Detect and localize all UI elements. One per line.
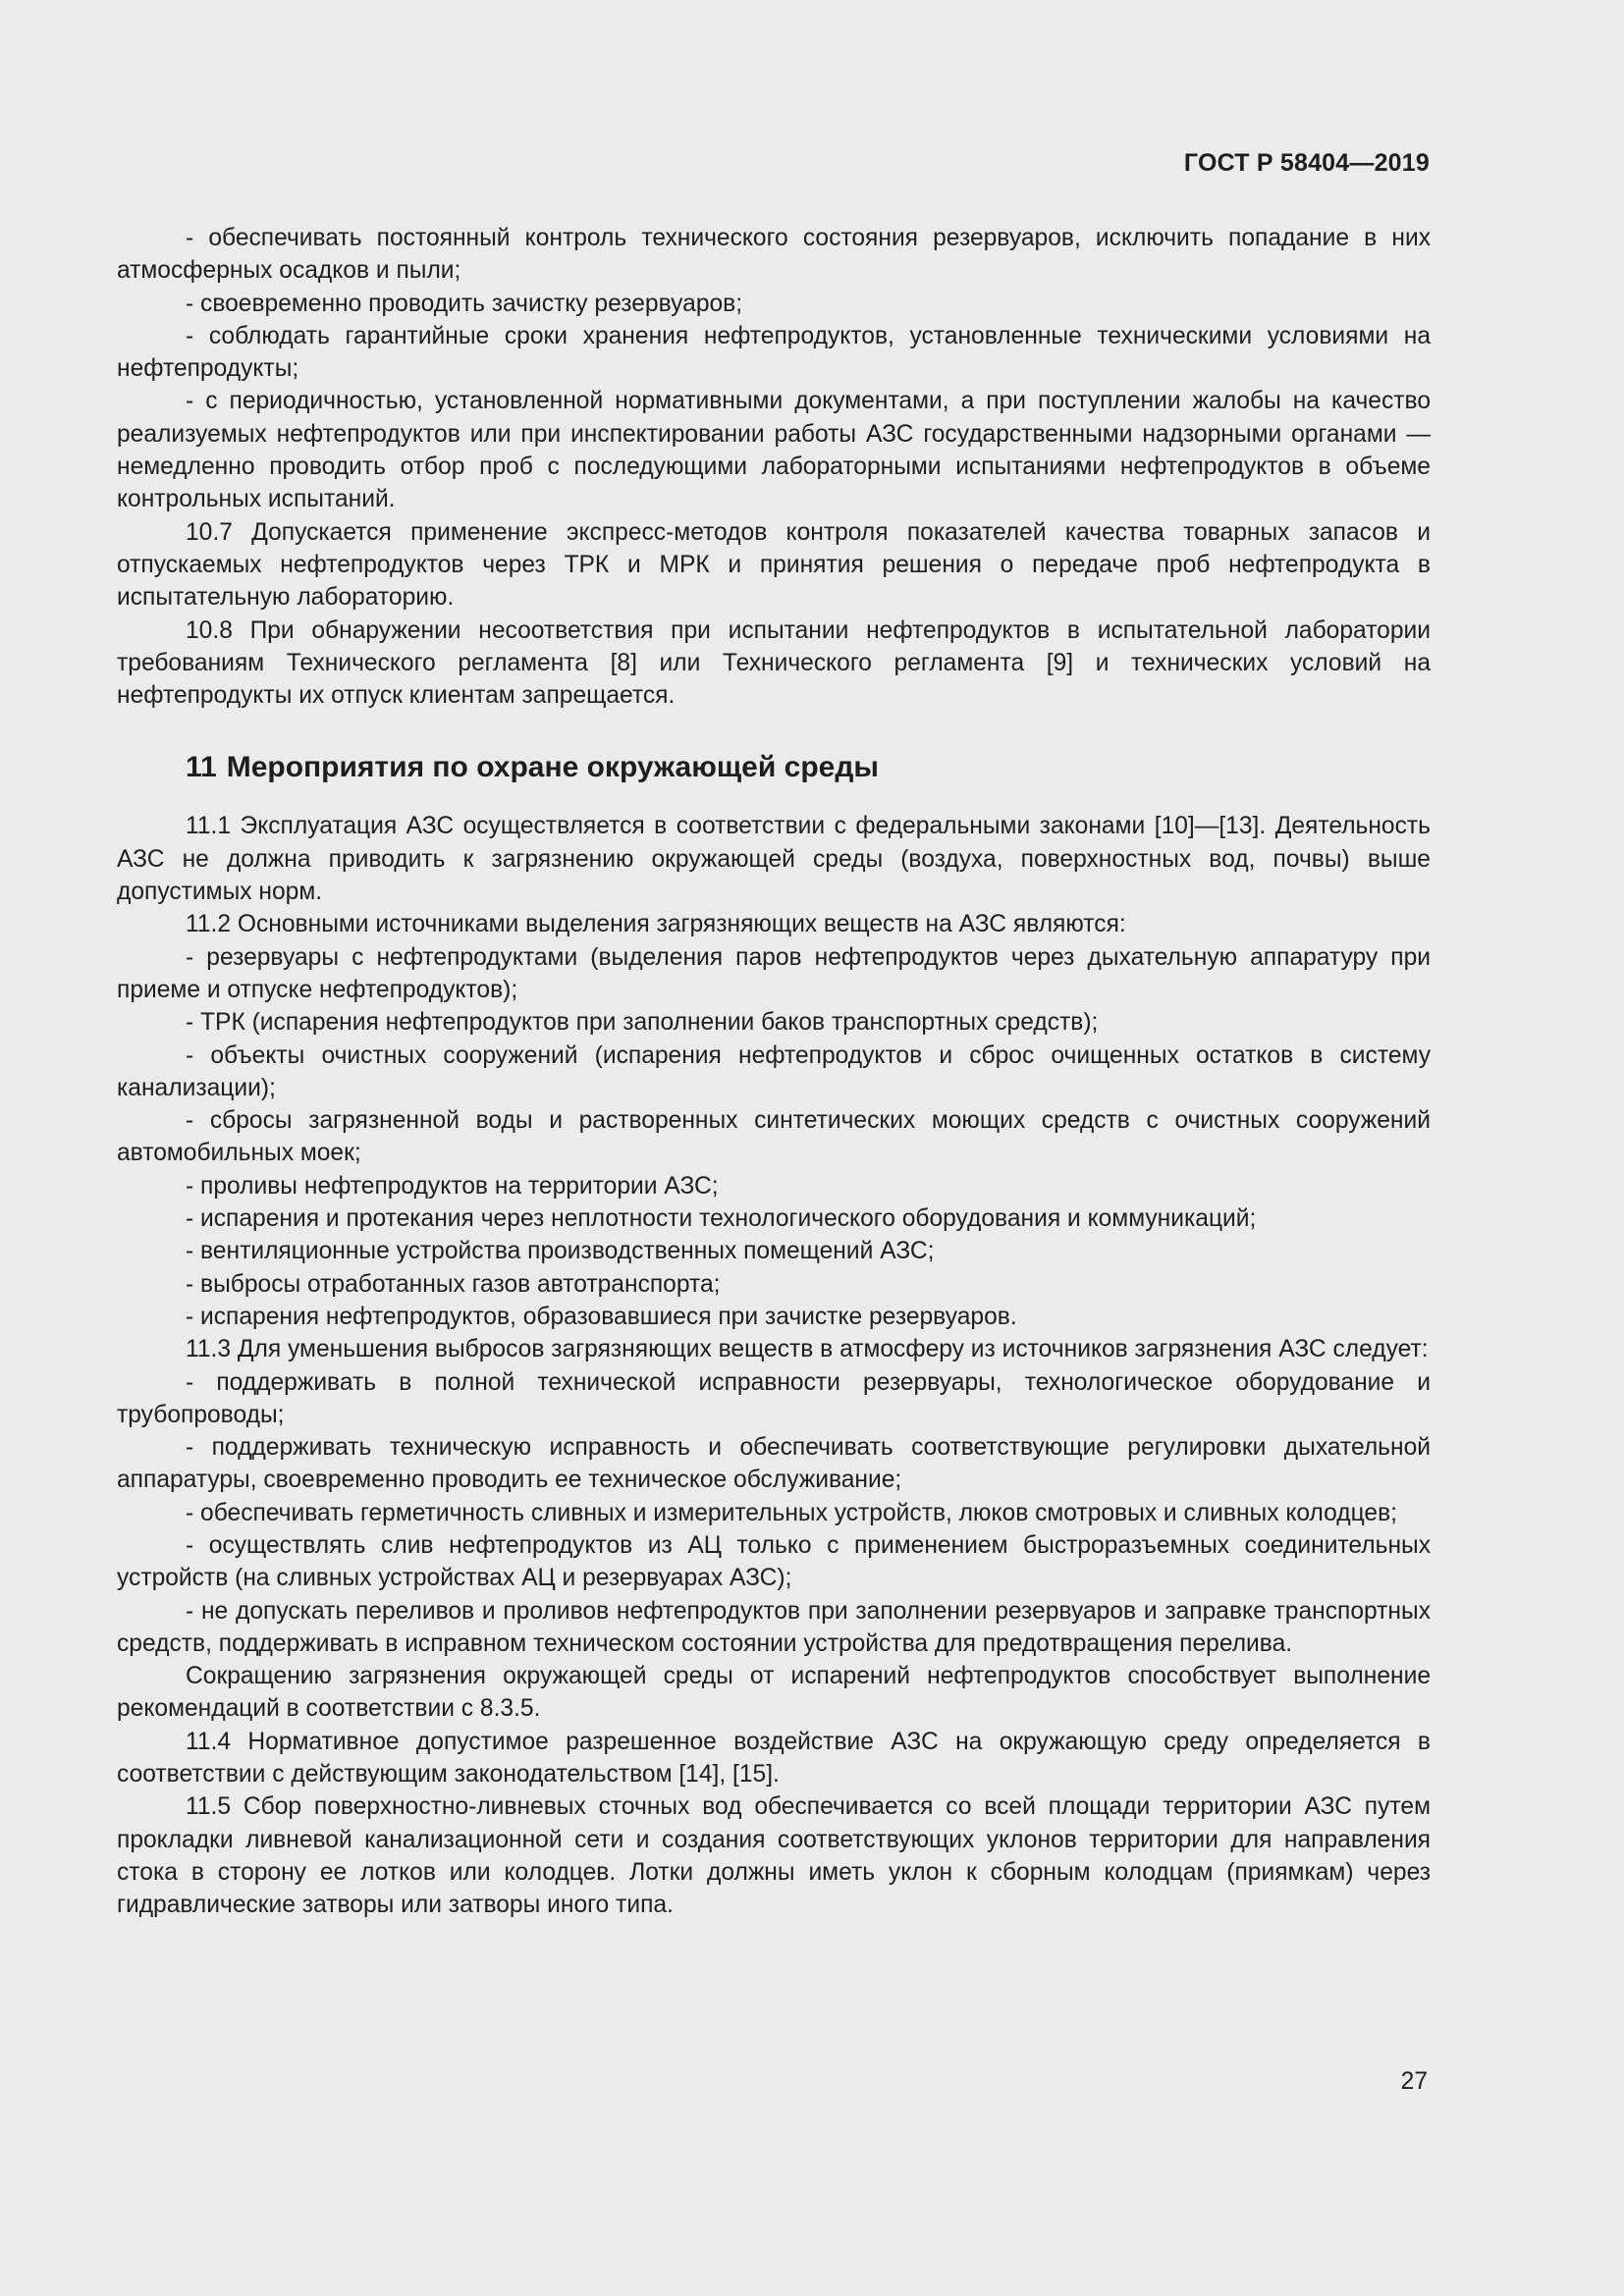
list-item: - осуществлять слив нефтепродуктов из АЦ только с применением быстроразъемных соединительных устройств (на сливных устройствах АЦ и резервуарах АЗС); [117,1531,1431,1592]
clause-11-5: 11.5 Сбор поверхностно-ливневых сточных вод обеспечивается со всей площади территории АЗС путем прокладки ливневой канализационной сети и создания соответствующих уклонов территории для направления стока в сторону ее лотков или колодцев. Лотки должны иметь уклон к сборным колодцам (приямкам) через гидравлические затворы или затворы иного типа. [117,1793,1431,1919]
clause-11-4: 11.4 Нормативное допустимое разрешенное воздействие АЗС на окружающую среду определяется в соответствии с действующим законодательством [14], [15]. [117,1728,1431,1789]
section-title: Мероприятия по охране окружающей среды [226,751,879,784]
document-body [117,222,1431,1922]
list-item: - своевременно проводить зачистку резервуаров; [186,290,743,317]
list-item: - поддерживать техническую исправность и обеспечивать соответствующие регулировки дыхательной аппаратуры, своевременно проводить ее техническое обслуживание; [117,1434,1431,1494]
list-item: - испарения нефтепродуктов, образовавшиеся при зачистке резервуаров. [186,1303,1017,1330]
document-header: ГОСТ Р 58404—2019 [1183,149,1430,177]
list-item: - сбросы загрязненной воды и растворенных синтетических моющих средств с очистных сооружений автомобильных моек; [117,1107,1431,1167]
list-item: - обеспечивать герметичность сливных и измерительных устройств, люков смотровых и сливных колодцев; [186,1499,1398,1526]
section-heading [117,748,1431,787]
list-item: - проливы нефтепродуктов на территории АЗС; [186,1172,719,1200]
clause-10-7: 10.7 Допускается применение экспресс-методов контроля показателей качества товарных запасов и отпускаемых нефтепродуктов через ТРК и МРК и принятия решения о передаче проб нефтепродукта в испытательную лабораторию. [117,518,1431,612]
clause-11-2: 11.2 Основными источниками выделения загрязняющих веществ на АЗС являются: [186,911,1126,938]
list-item: - испарения и протекания через неплотности технологического оборудования и коммуникаций; [186,1205,1257,1233]
list-item: - ТРК (испарения нефтепродуктов при заполнении баков транспортных средств); [186,1009,1099,1037]
list-item: - вентиляционные устройства производственных помещений АЗС; [186,1238,935,1265]
clause-11-3: 11.3 Для уменьшения выбросов загрязняющих веществ в атмосферу из источников загрязнения АЗС следует: [186,1336,1429,1363]
list-item: - поддерживать в полной технической исправности резервуары, технологическое оборудование и трубопроводы; [117,1368,1431,1428]
clause-11-1: 11.1 Эксплуатация АЗС осуществляется в соответствии с федеральными законами [10]—[13]. Деятельность АЗС не должна приводить к загрязнению окружающей среды (воздуха, поверхностных вод, почвы) выше допустимых норм. [117,813,1431,906]
page-number: 27 [1400,2068,1428,2095]
section-number: 11 [186,751,217,784]
list-item: - соблюдать гарантийные сроки хранения нефтепродуктов, установленные техническими условиями на нефтепродукты; [117,322,1431,383]
note-paragraph: Сокращению загрязнения окружающей среды от испарений нефтепродуктов способствует выполнение рекомендаций в соответствии с 8.3.5. [117,1663,1431,1723]
list-item: - выбросы отработанных газов автотранспорта; [186,1270,721,1298]
clause-10-8: 10.8 При обнаружении несоответствия при испытании нефтепродуктов в испытательной лаборатории требованиям Технического регламента [8] или Технического регламента [9] и технических условий на нефтепродукты их отпуск клиентам запрещается. [117,616,1431,710]
list-item: - резервуары с нефтепродуктами (выделения паров нефтепродуктов через дыхательную аппаратуру при приеме и отпуске нефтепродуктов); [117,943,1431,1003]
list-item: - не допускать переливов и проливов нефтепродуктов при заполнении резервуаров и заправке транспортных средств, поддерживать в исправном техническом состоянии устройства для предотвращения перелива. [117,1597,1431,1657]
list-item: - объекты очистных сооружений (испарения нефтепродуктов и сброс очищенных остатков в систему канализации); [117,1041,1431,1101]
list-item: - с периодичностью, установленной нормативными документами, а при поступлении жалобы на качество реализуемых нефтепродуктов или при инспектировании работы АЗС государственными надзорными органами — немедленно проводить отбор проб с последующими лабораторными испытаниями нефтепродуктов в объеме контрольных испытаний. [117,388,1431,513]
list-item: - обеспечивать постоянный контроль технического состояния резервуаров, исключить попадание в них атмосферных осадков и пыли; [117,225,1431,285]
